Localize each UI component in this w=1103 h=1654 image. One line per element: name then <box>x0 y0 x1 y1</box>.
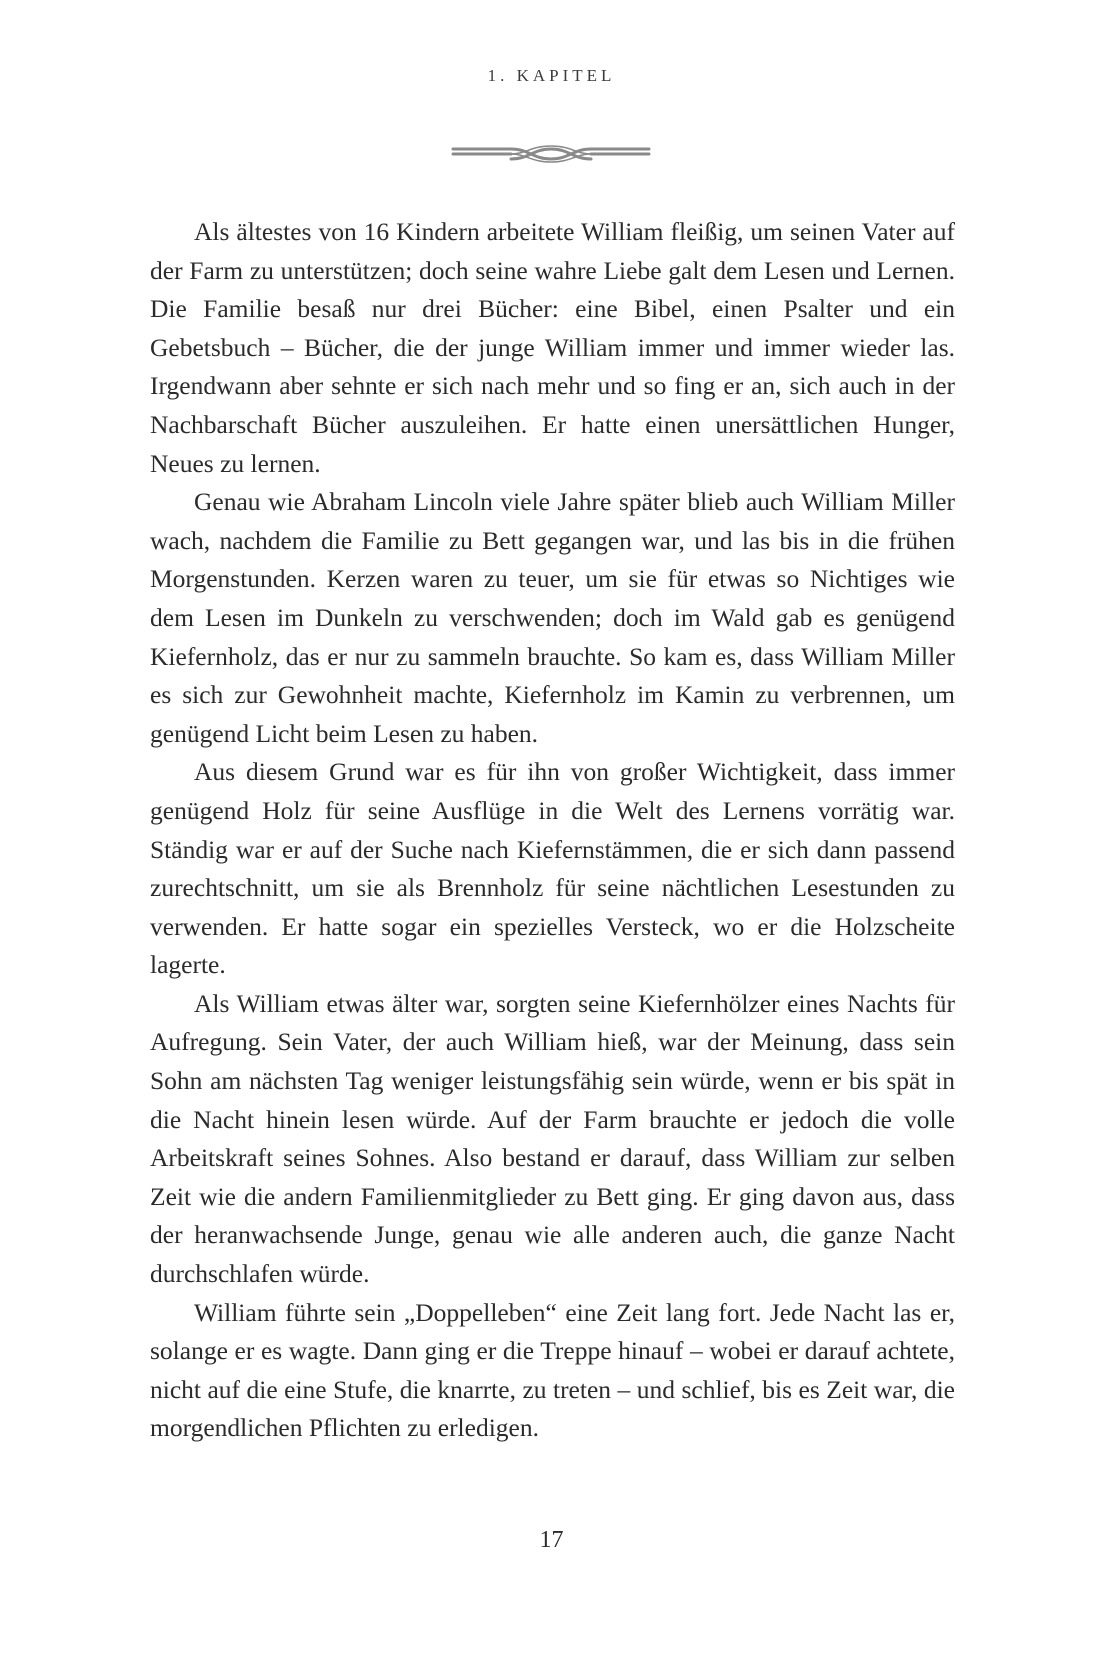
chain-link-ornament-icon <box>451 142 651 166</box>
page-number: 17 <box>539 1527 564 1553</box>
paragraph-5: William führte sein „Doppelleben“ eine Zeit lang fort. Jede Nacht las er, solange er es wagte. Dann ging er die Treppe hinauf – wobei er darauf achtete, nicht auf die eine Stufe, die knarrte, zu treten – und schlief, bis es Zeit war, die morgendlichen Pflichten zu erledigen. <box>150 1297 955 1443</box>
body-text <box>150 213 955 1448</box>
running-head: 1. KAPITEL <box>487 66 616 85</box>
paragraph-4: Als William etwas älter war, sorgten seine Kiefernhölzer eines Nachts für Aufregung. Sein Vater, der auch William hieß, war der Meinung, dass sein Sohn am nächsten Tag weniger leistungsfähig sein würde, wenn er bis spät in die Nacht hinein lesen würde. Auf der Farm brauchte er jedoch die volle Arbeitskraft seines Sohnes. Also bestand er darauf, dass William zur selben Zeit wie die andern Familienmitglieder zu Bett ging. Er ging davon aus, dass der heranwachsende Junge, genau wie alle anderen auch, die ganze Nacht durchschlafen würde. <box>150 988 955 1289</box>
paragraph-2: Genau wie Abraham Lincoln viele Jahre später blieb auch William Miller wach, nachdem die Familie zu Bett gegangen war, und las bis in die frühen Morgenstunden. Kerzen waren zu teuer, um sie für etwas so Nichtiges wie dem Lesen im Dunkeln zu verschwenden; doch im Wald gab es genügend Kiefernholz, das er nur zu sammeln brauchte. So kam es, dass William Miller es sich zur Gewohnheit machte, Kiefernholz im Kamin zu verbrennen, um genügend Licht beim Lesen zu haben. <box>150 487 955 748</box>
paragraph-3: Aus diesem Grund war es für ihn von großer Wichtigkeit, dass immer genügend Holz für seine Ausflüge in die Welt des Lernens vorrätig war. Ständig war er auf der Suche nach Kiefernstämmen, die er sich dann passend zurechtschnitt, um sie als Brennholz für seine nächtlichen Lesestunden zu verwenden. Er hatte sogar ein spezielles Versteck, wo er die Holzscheite lagerte. <box>150 757 955 980</box>
paragraph-1: Als ältestes von 16 Kindern arbeitete William fleißig, um seinen Vater auf der Farm zu unterstützen; doch seine wahre Liebe galt dem Lesen und Lernen. Die Familie besaß nur drei Bücher: eine Bibel, einen Psalter und ein Gebetsbuch – Bücher, die der junge William immer und immer wieder las. Irgendwann aber sehnte er sich nach mehr und so fing er an, sich auch in der Nachbarschaft Bücher auszuleihen. Er hatte einen unersättlichen Hunger, Neues zu lernen. <box>150 217 955 478</box>
